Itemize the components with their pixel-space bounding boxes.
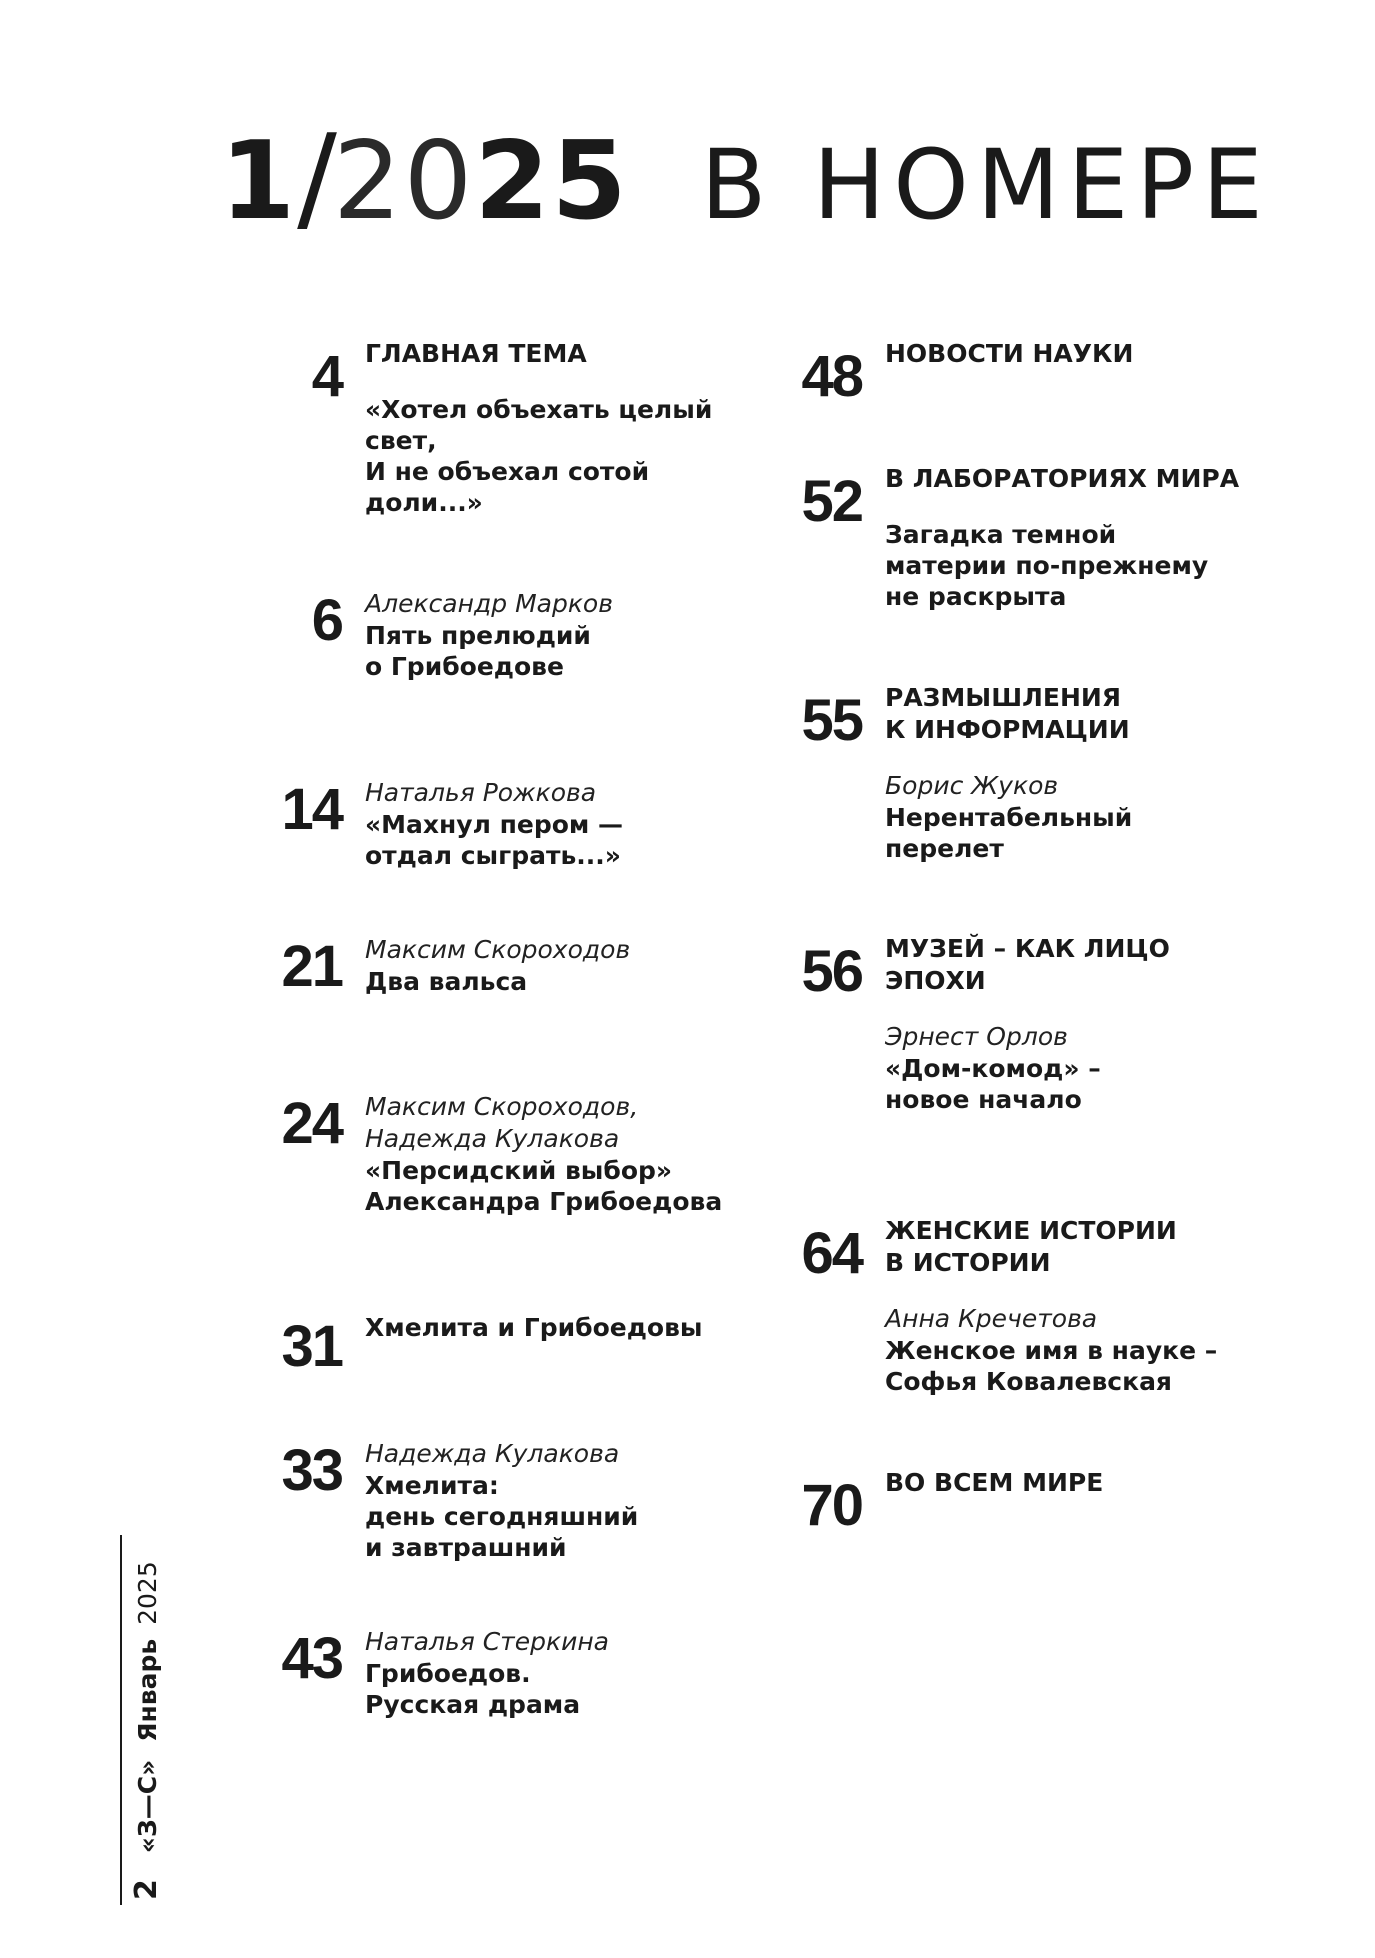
toc-page-number: 24 <box>281 1091 342 1156</box>
toc-title: Женское имя в науке – Софья Ковалевская <box>885 1336 1218 1396</box>
issue-year-bold: 25 <box>474 119 629 244</box>
toc-page-number: 21 <box>281 934 342 999</box>
toc-author: Анна Кречетова <box>885 1304 1098 1333</box>
toc-rubric: В ЛАБОРАТОРИЯХ МИРА <box>885 464 1240 493</box>
issue-month: Январь <box>133 1638 162 1742</box>
toc-title: Хмелита: день сегодняшний и завтрашний <box>365 1471 639 1562</box>
toc-author: Александр Марков <box>365 589 613 618</box>
contents-heading: В НОМЕРЕ <box>700 129 1271 241</box>
issue-number: 1 <box>220 119 298 244</box>
issue-year: 2025 <box>133 1561 162 1625</box>
magazine-name: «З—С» <box>133 1759 162 1854</box>
toc-page-number: 55 <box>801 688 862 753</box>
toc-page-number: 56 <box>801 939 862 1004</box>
toc-title: «Махнул пером — отдал сыграть...» <box>365 810 624 870</box>
toc-page-number: 48 <box>801 344 862 409</box>
toc-author: Максим Скороходов, Надежда Кулакова <box>365 1092 639 1153</box>
toc-title: Нерентабельный перелет <box>885 803 1133 863</box>
toc-title: Грибоедов. Русская драма <box>365 1659 581 1719</box>
toc-page-number: 4 <box>311 344 342 409</box>
issue-masthead <box>220 108 1271 246</box>
toc-page-number: 31 <box>281 1314 342 1379</box>
toc-page-number: 64 <box>801 1221 862 1286</box>
toc-rubric: МУЗЕЙ – КАК ЛИЦО ЭПОХИ <box>885 934 1170 995</box>
toc-page-number: 14 <box>281 777 342 842</box>
toc-title: Пять прелюдий о Грибоедове <box>365 621 591 681</box>
spine-rule <box>120 1535 122 1905</box>
toc-rubric: РАЗМЫШЛЕНИЯ К ИНФОРМАЦИИ <box>885 683 1130 744</box>
toc-title: Два вальса <box>365 967 528 996</box>
toc-author: Надежда Кулакова <box>365 1439 620 1468</box>
toc-title: Хмелита и Грибоедовы <box>365 1313 703 1342</box>
toc-author: Наталья Рожкова <box>365 778 597 807</box>
issue-slash: / <box>297 108 333 246</box>
toc-page-number: 33 <box>281 1438 342 1503</box>
toc-author: Борис Жуков <box>885 771 1059 800</box>
toc-page-number: 70 <box>801 1473 862 1538</box>
toc-page-number: 6 <box>311 588 342 653</box>
toc-author: Максим Скороходов <box>365 935 631 964</box>
folio-page-number: 2 <box>129 1879 164 1900</box>
toc-title: «Хотел объехать целый свет, И не объехал сотой доли...» <box>365 395 713 517</box>
spine-footer-text <box>129 1561 164 1900</box>
issue-year-light: 20 <box>332 119 475 244</box>
toc-author: Эрнест Орлов <box>885 1022 1068 1051</box>
toc-page-number: 52 <box>801 469 862 534</box>
toc-rubric: ЖЕНСКИЕ ИСТОРИИ В ИСТОРИИ <box>885 1216 1177 1277</box>
toc-rubric: НОВОСТИ НАУКИ <box>885 339 1134 368</box>
toc-rubric: ГЛАВНАЯ ТЕМА <box>365 339 587 368</box>
toc-title: «Дом-комод» – новое начало <box>885 1054 1101 1114</box>
toc-title: Загадка темной материи по-прежнему не раскрыта <box>885 520 1209 611</box>
toc-title: «Персидский выбор» Александра Грибоедова <box>365 1156 723 1216</box>
toc-page-number: 43 <box>281 1626 342 1691</box>
toc-author: Наталья Стеркина <box>365 1627 609 1656</box>
toc-rubric: ВО ВСЕМ МИРЕ <box>885 1468 1104 1497</box>
